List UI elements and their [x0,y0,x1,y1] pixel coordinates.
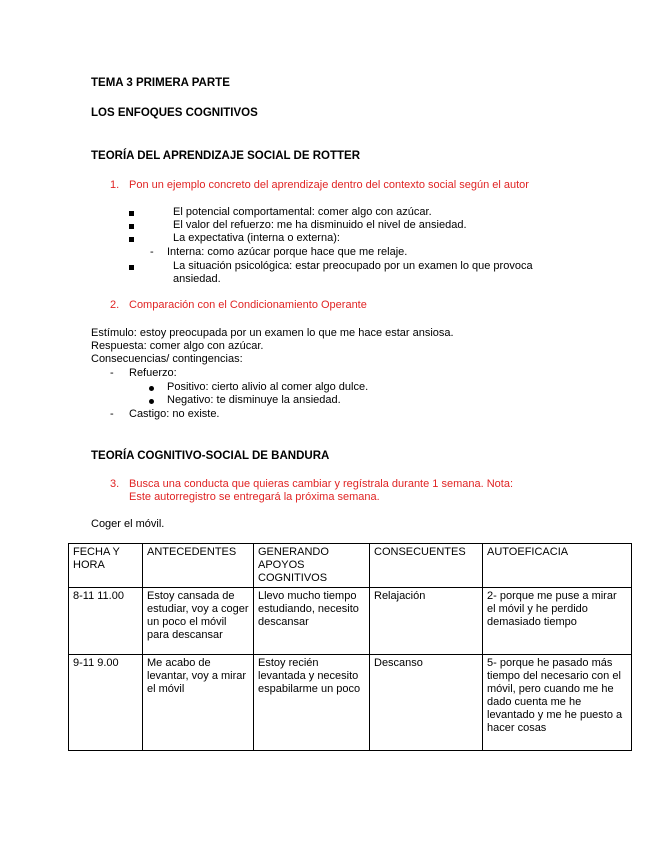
dash-marker: - [110,367,114,379]
bullet-square-icon [129,237,134,242]
q2-text: Comparación con el Condicionamiento Operante [129,299,367,311]
q3-text: Busca una conducta que quieras cambiar y regístrala durante 1 semana. Nota: [129,478,514,490]
q1-number: 1. [110,179,120,191]
dash-item: Interna: como azúcar porque hace que me relaje. [167,246,408,258]
body-line: Estímulo: estoy preocupada por un examen lo que me hace estar ansiosa. [91,327,454,339]
doc-subtitle: LOS ENFOQUES COGNITIVOS [91,107,258,119]
dash-marker: - [110,408,114,420]
header-cell: ANTECEDENTES [143,544,254,588]
bullet-square-icon [129,211,134,216]
q3-number: 3. [110,478,120,490]
bullet-item: La situación psicológica: estar preocupado por un examen lo que provoca [173,260,533,272]
table-header-row [69,544,632,588]
table-row [69,588,632,655]
bullet-item: El potencial comportamental: comer algo con azúcar. [173,206,432,218]
refuerzo-item: Refuerzo: [129,367,177,379]
table-cell: 5- porque he pasado más tiempo del necesario con el móvil, pero cuando me he dado cuenta me he levantado y me he puesto a hacer cosas [483,655,632,751]
table-cell: 2- porque me puse a mirar el móvil y he perdido demasiado tiempo [483,588,632,655]
header-cell: GENERANDO APOYOS COGNITIVOS [254,544,370,588]
positivo-item: Positivo: cierto alivio al comer algo dulce. [167,381,369,393]
bandura-heading: TEORÍA COGNITIVO-SOCIAL DE BANDURA [91,450,330,462]
table-cell: 9-11 9.00 [69,655,143,751]
bullet-square-icon [129,265,134,270]
table-cell: Estoy cansada de estudiar, voy a coger un poco el móvil para descansar [143,588,254,655]
table-cell: Me acabo de levantar, voy a mirar el móvil [143,655,254,751]
bullet-dot-icon [149,386,154,391]
table-cell: Estoy recién levantada y necesito espabilarme un poco [254,655,370,751]
table-cell: Llevo mucho tiempo estudiando, necesito descansar [254,588,370,655]
header-cell: AUTOEFICACIA [483,544,632,588]
bullet-item: La expectativa (interna o externa): [173,232,340,244]
q3-text-continuation: Este autorregistro se entregará la próxima semana. [129,491,380,503]
body-line: Consecuencias/ contingencias: [91,353,243,365]
bullet-item-continuation: ansiedad. [173,273,221,285]
bullet-item: El valor del refuerzo: me ha disminuido el nivel de ansiedad. [173,219,467,231]
body-line: Respuesta: comer algo con azúcar. [91,340,264,352]
doc-title: TEMA 3 PRIMERA PARTE [91,77,230,89]
dash-marker: - [150,246,154,258]
bullet-dot-icon [149,399,154,404]
castigo-item: Castigo: no existe. [129,408,220,420]
behaviour-text: Coger el móvil. [91,518,165,530]
header-cell: CONSECUENTES [370,544,483,588]
self-record-table [68,543,632,751]
negativo-item: Negativo: te disminuye la ansiedad. [167,394,341,406]
table-cell: 8-11 11.00 [69,588,143,655]
table-cell: Descanso [370,655,483,751]
rotter-heading: TEORÍA DEL APRENDIZAJE SOCIAL DE ROTTER [91,150,360,162]
header-cell: FECHA Y HORA [69,544,143,588]
q2-number: 2. [110,299,120,311]
q1-text: Pon un ejemplo concreto del aprendizaje dentro del contexto social según el autor [129,179,529,191]
table-cell: Relajación [370,588,483,655]
table-row [69,655,632,751]
bullet-square-icon [129,224,134,229]
